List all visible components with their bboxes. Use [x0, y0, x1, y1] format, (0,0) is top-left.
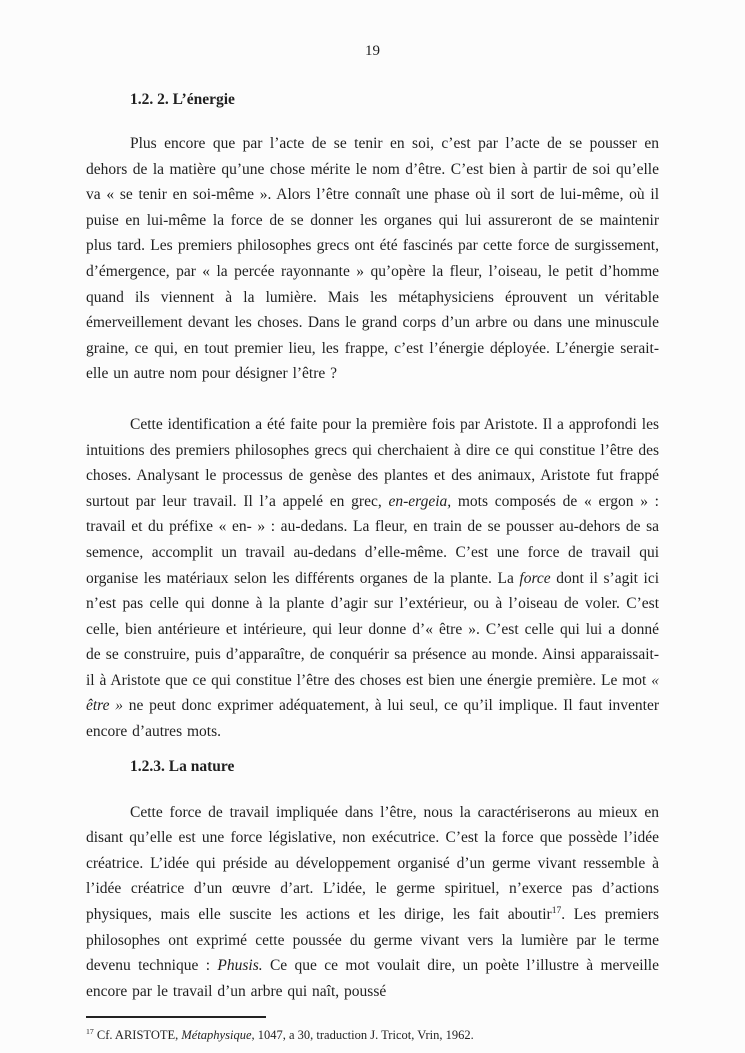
section-heading-energie: 1.2. 2. L’énergie	[130, 91, 235, 108]
page-number: 19	[365, 43, 380, 59]
footnote-separator	[86, 1016, 266, 1018]
footnote: $^{17}$ Cf. ARISTOTE, Métaphysique, 1047, a 30, traduction J. Tricot, Vrin, 1962.	[86, 1027, 474, 1043]
paragraph-energie-1: Plus encore que par l’acte de se tenir en soi, c’est par l’acte de se pousser en dehors de la matière qu’une chose mérite le nom d’être. C’est bien à partir de soi qu’elle va « se tenir en soi-même ». Alors l’être connaît une phase où il sort de lui-même, où il puise en lui-même la force de se donner les organes qui lui assureront de se maintenir plus tard. Les premiers philosophes grecs ont été fascinés par cette force de surgissement, d’émergence, par « la percée rayonnante » qu’opère la fleur, l’oiseau, le petit d’homme quand ils viennent à la lumière. Mais les métaphysiciens éprouvent un véritable émerveillement devant les choses. Dans le grand corps d’un arbre ou dans une minuscule graine, ce qui, en tout premier lieu, les frappe, c’est l’énergie déployée. L’énergie serait-elle un autre nom pour désigner l’être ?	[86, 135, 659, 383]
section-heading-nature: 1.2.3. La nature	[130, 757, 235, 775]
paragraph-nature-1: Cette force de travail impliquée dans l’être, nous la caractériserons au mieux en disant qu’elle est une force législative, non exécutrice. C’est la force que possède l’idée créatrice. L’idée qui préside au développement organisé d’un germe vivant ressemble à l’idée créatrice d’un œuvre d’art. L’idée, le germe spirituel, n’exerce pas d’actions physiques, mais elle suscite les actions et les dirige, les fait aboutir$^{17}$. Les premiers philosophes ont exprimé cette poussée du germe vivant vers la lumière par le terme devenu technique : Phusis. Ce que ce mot voulait dire, un poète l’illustre à merveille encore par le travail d’un arbre qui naît, poussé	[86, 803, 659, 1000]
paragraph-energie-2: Cette identification a été faite pour la première fois par Aristote. Il a approfondi les intuitions des premiers philosophes grecs qui cherchaient à dire ce qui constitue l’être des choses. Analysant le processus de genèse des plantes et des animaux, Aristote fut frappé surtout par leur travail. Il l’a appelé en grec, en-ergeia, mots composés de « ergon » : travail et du préfixe « en- » : au-dedans. La fleur, en train de se pousser au-dehors de sa semence, accomplit un travail au-dedans d’elle-même. C’est une force de travail qui organise les matériaux selon les différents organes de la plante. La force dont il s’agit ici n’est pas celle qui donne à la plante d’agir sur l’extérieur, ou à l’oiseau de voler. C’est celle, bien antérieure et intérieure, qui leur donne d’« être ». C’est celle qui lui a donné de se construire, puis d’apparaître, de conquérir sa présence au monde. Ainsi apparaissait-il à Aristote que ce qui constitue l’être des choses est bien une énergie première. Le mot « être » ne peut donc exprimer adéquatement, à lui seul, ce qu’il implique. Il faut inventer encore d’autres mots.	[86, 415, 660, 741]
